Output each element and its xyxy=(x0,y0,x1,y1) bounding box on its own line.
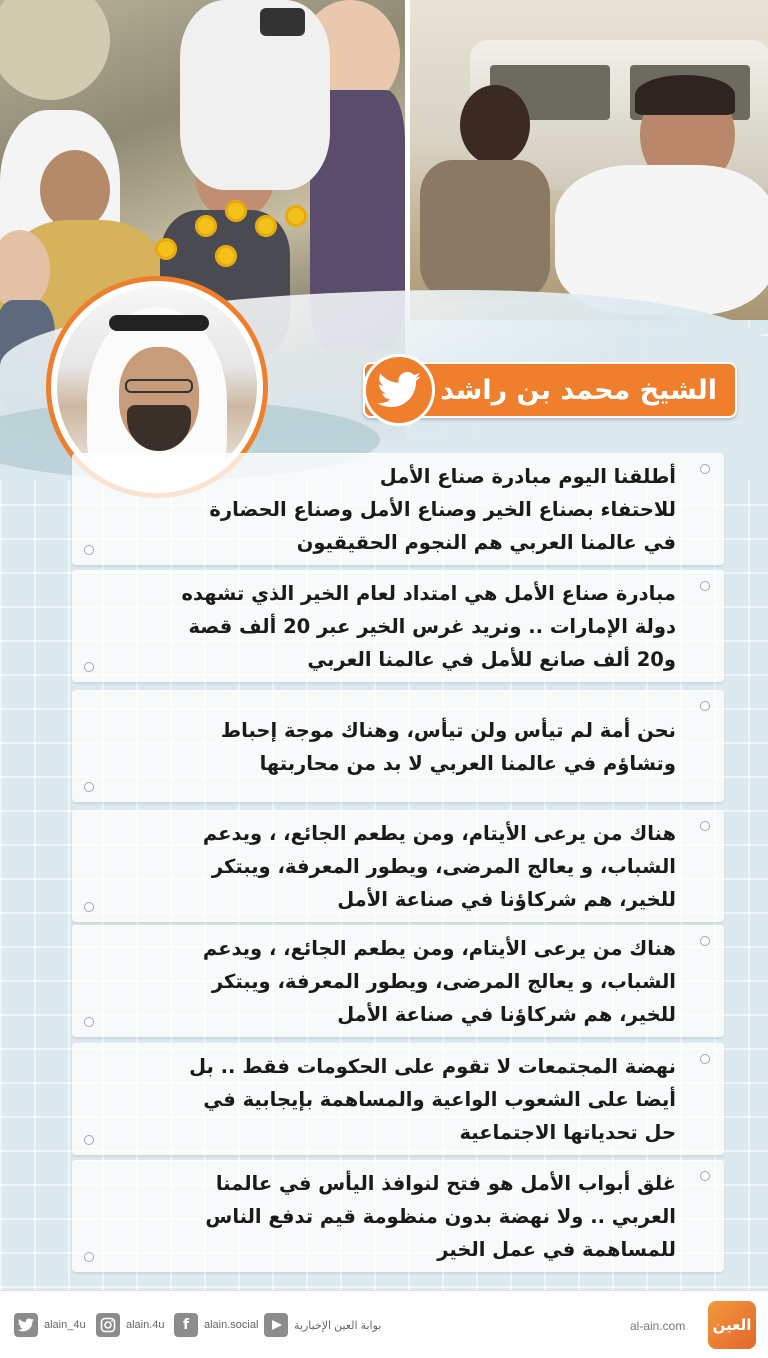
camera xyxy=(260,8,305,36)
tweet-line: و20 ألف صانع للأمل في عالمنا العربي xyxy=(307,648,676,671)
tweet-card xyxy=(72,1043,724,1155)
bullet-dot xyxy=(700,464,710,474)
website-link[interactable]: al-ain.com xyxy=(630,1319,686,1333)
footer xyxy=(0,1290,768,1358)
bullet-dot xyxy=(84,782,94,792)
tweet-card xyxy=(72,925,724,1037)
child-clothes xyxy=(420,160,550,300)
bullet-dot xyxy=(700,936,710,946)
tweet-line: في عالمنا العربي هم النجوم الحقيقيون xyxy=(296,531,676,554)
twitter-handle: alain_4u xyxy=(44,1319,86,1331)
man-white-shirt xyxy=(555,165,768,315)
tweet-text xyxy=(92,714,676,780)
tweet-line: وتشاؤم في عالمنا العربي لا بد من محاربتها xyxy=(259,751,676,775)
flower xyxy=(195,215,217,237)
youtube-icon xyxy=(264,1313,288,1337)
tweet-card xyxy=(72,453,724,565)
bullet-dot xyxy=(700,1054,710,1064)
tweet-line: نهضة المجتمعات لا تقوم على الحكومات فقط .. بل xyxy=(189,1055,676,1078)
bullet-dot xyxy=(84,545,94,555)
tweet-text xyxy=(92,577,676,676)
flower xyxy=(155,238,177,260)
instagram-handle: alain.4u xyxy=(126,1319,165,1331)
twitter-bird-icon xyxy=(363,354,435,426)
bullet-dot xyxy=(84,1017,94,1027)
facebook-link[interactable] xyxy=(174,1313,258,1337)
tweet-line: حل تحدياتها الاجتماعية xyxy=(459,1121,676,1144)
youtube-link[interactable] xyxy=(264,1313,381,1337)
youtube-channel: بوابة العين الإخبارية xyxy=(294,1319,382,1332)
logo-text: العين xyxy=(712,1316,752,1334)
background-person xyxy=(0,0,110,100)
tweet-line: الشباب، و يعالج المرضى، ويطور المعرفة، ويبتكر xyxy=(211,970,676,993)
tweet-line: أيضا على الشعوب الواعية والمساهمة بإيجابية في xyxy=(203,1088,676,1111)
person-name: الشيخ محمد بن راشد xyxy=(440,374,717,406)
child-face xyxy=(460,85,530,165)
tweet-line: مبادرة صناع الأمل هي امتداد لعام الخير الذي تشهده xyxy=(181,582,676,605)
flower xyxy=(255,215,277,237)
tweet-text xyxy=(92,460,676,559)
glasses xyxy=(125,379,193,393)
name-banner xyxy=(363,362,737,418)
twitter-link[interactable] xyxy=(14,1313,86,1337)
tweet-line: دولة الإمارات .. ونريد غرس الخير عبر 20 ألف قصة xyxy=(188,615,676,638)
tweet-line: الشباب، و يعالج المرضى، ويطور المعرفة، ويبتكر xyxy=(211,855,676,878)
instagram-icon xyxy=(96,1313,120,1337)
twitter-icon xyxy=(14,1313,38,1337)
brand-logo xyxy=(708,1301,756,1349)
tweet-text xyxy=(92,1167,676,1266)
white-robe-person xyxy=(180,0,330,190)
facebook-handle: alain.social xyxy=(204,1319,259,1331)
agal xyxy=(109,315,209,331)
tweet-card xyxy=(72,1160,724,1272)
bullet-dot xyxy=(700,1171,710,1181)
bullet-dot xyxy=(84,1252,94,1262)
tweet-text xyxy=(92,817,676,916)
tweet-text xyxy=(92,1050,676,1149)
tweet-line: نحن أمة لم تيأس ولن تيأس، وهناك موجة إحباط xyxy=(220,718,676,742)
tweet-line: أطلقنا اليوم مبادرة صناع الأمل xyxy=(379,465,676,488)
man-hair xyxy=(635,75,735,115)
tweet-line: للمساهمة في عمل الخير xyxy=(437,1238,676,1261)
tweet-line: هناك من يرعى الأيتام، ومن يطعم الجائع، ، ويدعم xyxy=(202,822,676,845)
tweet-line: للاحتفاء بصناع الخير وصناع الأمل وصناع الحضارة xyxy=(209,498,676,521)
tweet-card xyxy=(72,810,724,922)
tweet-line: للخير، هم شركاؤنا في صناعة الأمل xyxy=(337,1003,676,1026)
bullet-dot xyxy=(700,821,710,831)
tweet-text xyxy=(92,932,676,1031)
tweet-line: للخير، هم شركاؤنا في صناعة الأمل xyxy=(337,888,676,911)
twitter-bird-svg xyxy=(377,372,421,408)
flower xyxy=(215,245,237,267)
face xyxy=(40,150,110,230)
bullet-dot xyxy=(700,701,710,711)
tweet-card xyxy=(72,570,724,682)
tweet-card xyxy=(72,690,724,802)
instagram-link[interactable] xyxy=(96,1313,165,1337)
bullet-dot xyxy=(700,581,710,591)
tweet-line: هناك من يرعى الأيتام، ومن يطعم الجائع، ، ويدعم xyxy=(202,937,676,960)
bullet-dot xyxy=(84,662,94,672)
bullet-dot xyxy=(84,902,94,912)
tweet-line: العربي .. ولا نهضة بدون منظومة قيم تدفع الناس xyxy=(205,1205,676,1228)
flower xyxy=(285,205,307,227)
bullet-dot xyxy=(84,1135,94,1145)
facebook-icon: f xyxy=(174,1313,198,1337)
photo-sheikh-with-child xyxy=(410,0,768,320)
flower xyxy=(225,200,247,222)
tweet-line: غلق أبواب الأمل هو فتح لنوافذ اليأس في عالمنا xyxy=(215,1172,676,1195)
